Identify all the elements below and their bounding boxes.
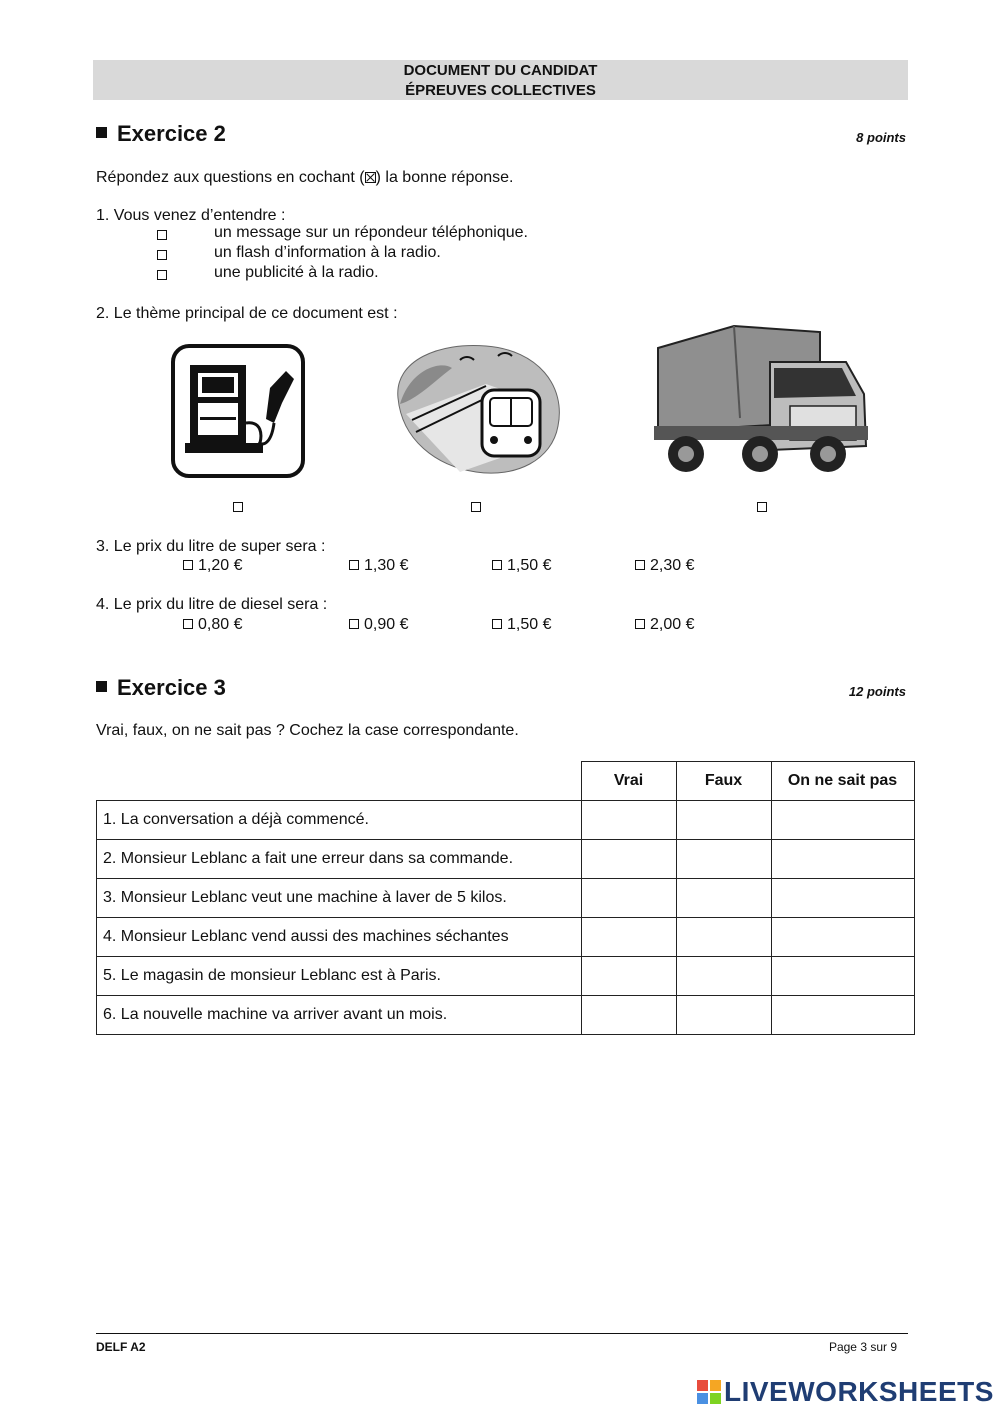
footer-divider [96,1333,908,1334]
q1-option-1[interactable]: un message sur un répondeur téléphonique. [157,227,167,245]
truck-icon [650,322,872,478]
liveworksheets-logo-icon [697,1380,721,1404]
answer-cell-faux[interactable] [676,957,771,996]
answer-cell-faux[interactable] [676,801,771,840]
checkbox[interactable] [635,560,645,570]
table-row [97,840,915,879]
table-row [97,996,915,1035]
checkbox[interactable] [349,560,359,570]
column-header-vrai: Vrai [581,762,676,801]
table-row [97,957,915,996]
answer-cell-vrai[interactable] [581,918,676,957]
q4-question: 4. Le prix du litre de diesel sera : [96,596,328,613]
checkbox[interactable] [492,560,502,570]
answer-cell-vrai[interactable] [581,957,676,996]
q1-option-2[interactable]: un flash d’information à la radio. [157,247,167,265]
table-row [97,918,915,957]
statement-cell: 5. Le magasin de monsieur Leblanc est à Paris. [97,957,582,996]
checkbox[interactable] [349,619,359,629]
q2-option-3-checkbox[interactable] [757,502,767,512]
gas-pump-icon [170,343,306,479]
exercise-3-title: Exercice 3 [96,675,226,701]
q3-option-2[interactable]: 1,30 € [349,557,408,575]
checkbox[interactable] [157,270,167,280]
answer-cell-faux[interactable] [676,840,771,879]
checkbox[interactable] [635,619,645,629]
q4-option-1[interactable]: 0,80 € [183,616,242,634]
table-row [97,801,915,840]
column-header-on-ne-sait-pas: On ne sait pas [771,762,914,801]
footer-exam-name: DELF A2 [96,1340,146,1354]
exercise-3-points: 12 points [848,684,906,699]
answer-cell-faux[interactable] [676,996,771,1035]
checkbox[interactable] [183,560,193,570]
exercise-2-points: 8 points [856,130,906,145]
answer-cell-vrai[interactable] [581,840,676,879]
column-header-faux: Faux [676,762,771,801]
checked-box-icon [365,172,376,183]
q2-question: 2. Le thème principal de ce document est : [96,305,398,322]
table-row [97,879,915,918]
liveworksheets-watermark[interactable]: LIVEWORKSHEETS [724,1376,994,1407]
q3-option-4[interactable]: 2,30 € [635,557,694,575]
q2-option-2-checkbox[interactable] [471,502,481,512]
statement-cell: 2. Monsieur Leblanc a fait une erreur dans sa commande. [97,840,582,879]
exercise-3-instruction: Vrai, faux, on ne sait pas ? Cochez la case correspondante. [96,722,519,739]
answer-cell-on-ne-sait-pas[interactable] [771,879,914,918]
checkbox[interactable] [157,250,167,260]
q3-option-1[interactable]: 1,20 € [183,557,242,575]
checkbox[interactable] [183,619,193,629]
bullet-square-icon [96,681,107,692]
answer-cell-faux[interactable] [676,879,771,918]
exercise-2-instruction: Répondez aux questions en cochant ( ) la bonne réponse. [96,169,514,186]
answer-cell-on-ne-sait-pas[interactable] [771,957,914,996]
answer-cell-on-ne-sait-pas[interactable] [771,840,914,879]
answer-cell-on-ne-sait-pas[interactable] [771,918,914,957]
footer-page-number: Page 3 sur 9 [828,1340,897,1354]
statement-cell: 3. Monsieur Leblanc veut une machine à laver de 5 kilos. [97,879,582,918]
train-tunnel-icon [390,340,562,478]
q4-option-2[interactable]: 0,90 € [349,616,408,634]
answer-cell-vrai[interactable] [581,879,676,918]
statement-cell: 4. Monsieur Leblanc vend aussi des machines séchantes [97,918,582,957]
answer-cell-vrai[interactable] [581,801,676,840]
document-header [93,60,908,100]
answer-cell-on-ne-sait-pas[interactable] [771,996,914,1035]
answer-cell-on-ne-sait-pas[interactable] [771,801,914,840]
header-line-1: DOCUMENT DU CANDIDAT [403,62,598,79]
checkbox[interactable] [492,619,502,629]
answer-cell-faux[interactable] [676,918,771,957]
true-false-table [96,761,915,1035]
bullet-square-icon [96,127,107,138]
header-line-2: ÉPREUVES COLLECTIVES [405,82,596,99]
q1-question: 1. Vous venez d’entendre : [96,207,286,224]
q3-question: 3. Le prix du litre de super sera : [96,538,326,555]
q1-option-3[interactable]: une publicité à la radio. [157,267,167,285]
q2-option-1-checkbox[interactable] [233,502,243,512]
checkbox[interactable] [157,230,167,240]
statement-cell: 1. La conversation a déjà commencé. [97,801,582,840]
q3-option-3[interactable]: 1,50 € [492,557,551,575]
answer-cell-vrai[interactable] [581,996,676,1035]
exercise-2-title: Exercice 2 [96,121,226,147]
table-header-row [97,762,915,801]
q4-option-4[interactable]: 2,00 € [635,616,694,634]
q4-option-3[interactable]: 1,50 € [492,616,551,634]
table-header-blank [97,762,582,801]
statement-cell: 6. La nouvelle machine va arriver avant un mois. [97,996,582,1035]
